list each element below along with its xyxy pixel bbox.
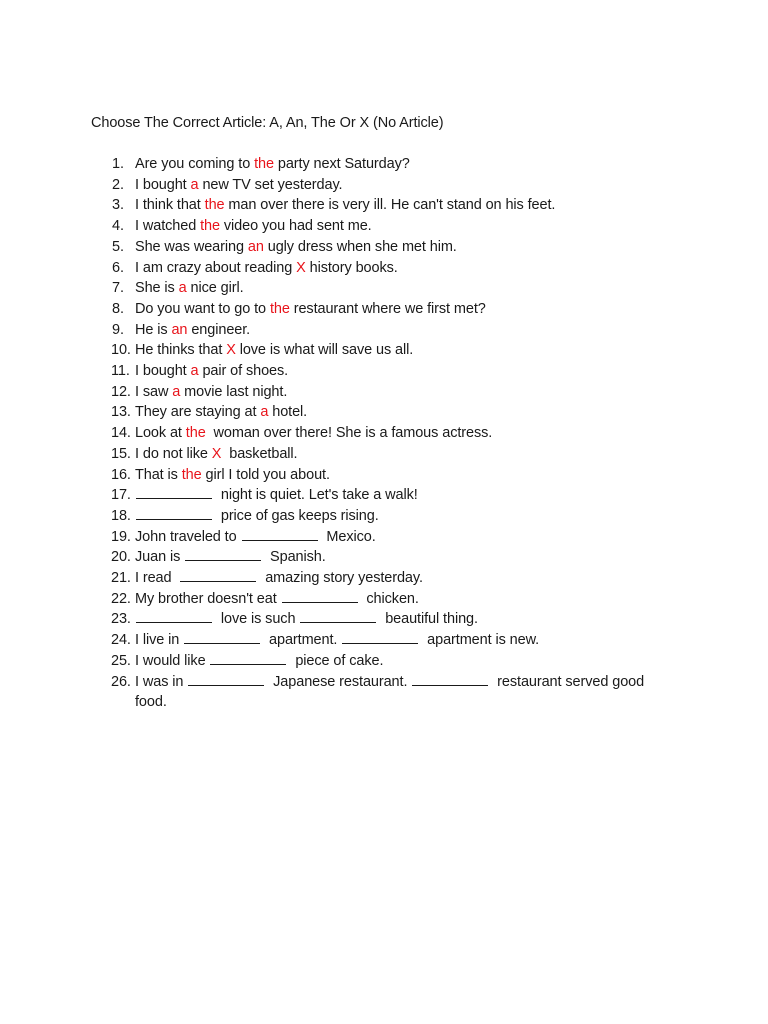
answer-article: X: [296, 259, 306, 276]
answer-article: a: [178, 280, 187, 297]
sentence-text: She is: [135, 280, 179, 297]
sentence-text: I read: [135, 570, 180, 587]
answer-blank[interactable]: [136, 610, 212, 623]
exercise-item: [91, 382, 691, 403]
sentence-text: I would like: [135, 652, 210, 669]
exercise-number: 16.: [111, 466, 131, 483]
sentence-text: They are staying at: [135, 404, 261, 421]
answer-article: an: [247, 238, 264, 255]
exercise-number: 25.: [111, 652, 131, 669]
answer-blank[interactable]: [412, 673, 488, 686]
sentence-text: man over there is very ill. He can't stand on his feet.: [224, 197, 556, 214]
answer-blank[interactable]: [180, 569, 256, 582]
answer-article: the: [181, 466, 202, 483]
exercise-item: [91, 402, 691, 423]
sentence-text: party next Saturday?: [273, 156, 410, 172]
exercise-number: 2.: [112, 176, 124, 193]
sentence-text: amazing story yesterday.: [257, 570, 423, 587]
sentence-text: I was in: [135, 673, 188, 690]
exercise-item: [91, 589, 691, 610]
sentence-text: Do you want to go to: [135, 300, 270, 317]
sentence-text: chicken.: [358, 590, 419, 607]
sentence-text: hotel.: [268, 404, 308, 421]
sentence-text: He thinks that: [135, 342, 227, 359]
exercise-item: [91, 258, 691, 279]
sentence-text: I live in: [135, 632, 184, 649]
sentence-text: Juan is: [135, 549, 185, 566]
exercise-item: [91, 672, 665, 713]
answer-article: an: [171, 321, 188, 338]
exercise-number: 22.: [111, 590, 131, 607]
answer-article: a: [190, 363, 199, 380]
exercise-number: 1.: [112, 156, 124, 172]
answer-article: a: [260, 404, 269, 421]
sentence-text: nice girl.: [186, 280, 244, 297]
answer-blank[interactable]: [282, 590, 358, 603]
exercise-item: [91, 175, 691, 196]
sentence-text: love is such: [213, 611, 300, 628]
sentence-text: video you had sent me.: [219, 218, 372, 235]
answer-article: X: [226, 342, 236, 359]
sentence-text: movie last night.: [180, 383, 288, 400]
exercise-item: [91, 423, 691, 444]
exercise-item: [91, 465, 691, 486]
exercise-item: [91, 278, 691, 299]
exercise-item: [91, 547, 691, 568]
sentence-text: woman over there! She is a famous actress.: [205, 425, 493, 442]
exercise-number: 7.: [112, 280, 124, 297]
exercise-item: [91, 444, 691, 465]
exercise-number: 15.: [111, 445, 131, 462]
sentence-text: Look at: [135, 425, 186, 442]
exercise-item: [91, 320, 691, 341]
sentence-text: I think that: [135, 197, 205, 214]
exercise-list: [91, 154, 691, 713]
exercise-item: [91, 527, 691, 548]
answer-article: the: [254, 156, 274, 172]
exercise-number: 24.: [111, 632, 131, 649]
sentence-text: She was wearing: [135, 238, 248, 255]
sentence-text: I bought: [135, 363, 191, 380]
sentence-text: love is what will save us all.: [235, 342, 414, 359]
sentence-text: I saw: [135, 383, 173, 400]
exercise-number: 5.: [112, 238, 124, 255]
exercise-number: 14.: [111, 425, 131, 442]
exercise-number: 18.: [111, 507, 131, 524]
exercise-number: 21.: [111, 570, 131, 587]
answer-blank[interactable]: [300, 610, 376, 623]
exercise-item: [91, 299, 691, 320]
answer-article: the: [269, 300, 290, 317]
answer-blank[interactable]: [136, 486, 212, 499]
exercise-number: 26.: [111, 673, 131, 690]
sentence-text: I watched: [135, 218, 201, 235]
sentence-text: basketball.: [221, 445, 298, 462]
sentence-text: Spanish.: [262, 549, 326, 566]
sentence-text: night is quiet. Let's take a walk!: [213, 487, 418, 504]
sentence-text: My brother doesn't eat: [135, 590, 281, 607]
sentence-text: He is: [135, 321, 172, 338]
sentence-text: history books.: [305, 259, 398, 276]
answer-blank[interactable]: [136, 507, 212, 520]
answer-article: a: [172, 383, 181, 400]
sentence-text: John traveled to: [135, 528, 241, 545]
sentence-text: restaurant where we first met?: [289, 300, 486, 317]
answer-article: the: [185, 425, 206, 442]
answer-blank[interactable]: [185, 548, 261, 561]
exercise-item: [91, 609, 691, 630]
exercise-item: [91, 216, 691, 237]
exercise-number: 8.: [112, 300, 124, 317]
exercise-number: 4.: [112, 218, 124, 235]
sentence-text: price of gas keeps rising.: [213, 507, 379, 524]
sentence-text: engineer.: [187, 321, 251, 338]
exercise-item: [91, 340, 691, 361]
answer-blank[interactable]: [342, 631, 418, 644]
exercise-item: [91, 506, 691, 527]
sentence-text: Are you coming to: [135, 156, 255, 172]
exercise-item: [91, 651, 691, 672]
sentence-text: girl I told you about.: [201, 466, 330, 483]
answer-article: the: [204, 197, 225, 214]
sentence-text: I do not like: [135, 445, 212, 462]
exercise-number: 19.: [111, 528, 131, 545]
exercise-number: 23.: [111, 611, 131, 628]
worksheet-title: Choose The Correct Article: A, An, The Or X (No Article): [91, 115, 444, 131]
answer-blank[interactable]: [184, 631, 260, 644]
sentence-text: restaurant served good food.: [135, 673, 649, 711]
exercise-item: [91, 195, 691, 216]
sentence-text: apartment is new.: [419, 632, 540, 649]
sentence-text: piece of cake.: [287, 652, 384, 669]
exercise-number: 17.: [111, 487, 131, 504]
exercise-item: [91, 630, 691, 651]
exercise-number: 12.: [111, 383, 131, 400]
answer-article: a: [190, 176, 199, 193]
sentence-text: I bought: [135, 176, 191, 193]
sentence-text: That is: [135, 466, 182, 483]
exercise-number: 6.: [112, 259, 124, 276]
sentence-text: I am crazy about reading: [135, 259, 297, 276]
exercise-item: [91, 154, 691, 175]
exercise-item: [91, 485, 691, 506]
exercise-number: 10.: [111, 342, 131, 359]
exercise-number: 13.: [111, 404, 131, 421]
sentence-text: apartment.: [261, 632, 342, 649]
exercise-item: [91, 237, 691, 258]
answer-blank[interactable]: [188, 673, 264, 686]
exercise-item: [91, 361, 691, 382]
sentence-text: new TV set yesterday.: [198, 176, 343, 193]
sentence-text: ugly dress when she met him.: [263, 238, 457, 255]
exercise-number: 20.: [111, 549, 131, 566]
exercise-number: 9.: [112, 321, 124, 338]
exercise-item: [91, 568, 691, 589]
answer-article: the: [200, 218, 220, 235]
sentence-text: Mexico.: [318, 528, 376, 545]
exercise-number: 3.: [112, 197, 124, 214]
sentence-text: Japanese restaurant.: [265, 673, 412, 690]
answer-article: X: [211, 445, 222, 462]
exercise-number: 11.: [111, 363, 130, 380]
sentence-text: pair of shoes.: [198, 363, 289, 380]
answer-blank[interactable]: [242, 528, 318, 541]
answer-blank[interactable]: [210, 652, 286, 665]
sentence-text: beautiful thing.: [377, 611, 478, 628]
